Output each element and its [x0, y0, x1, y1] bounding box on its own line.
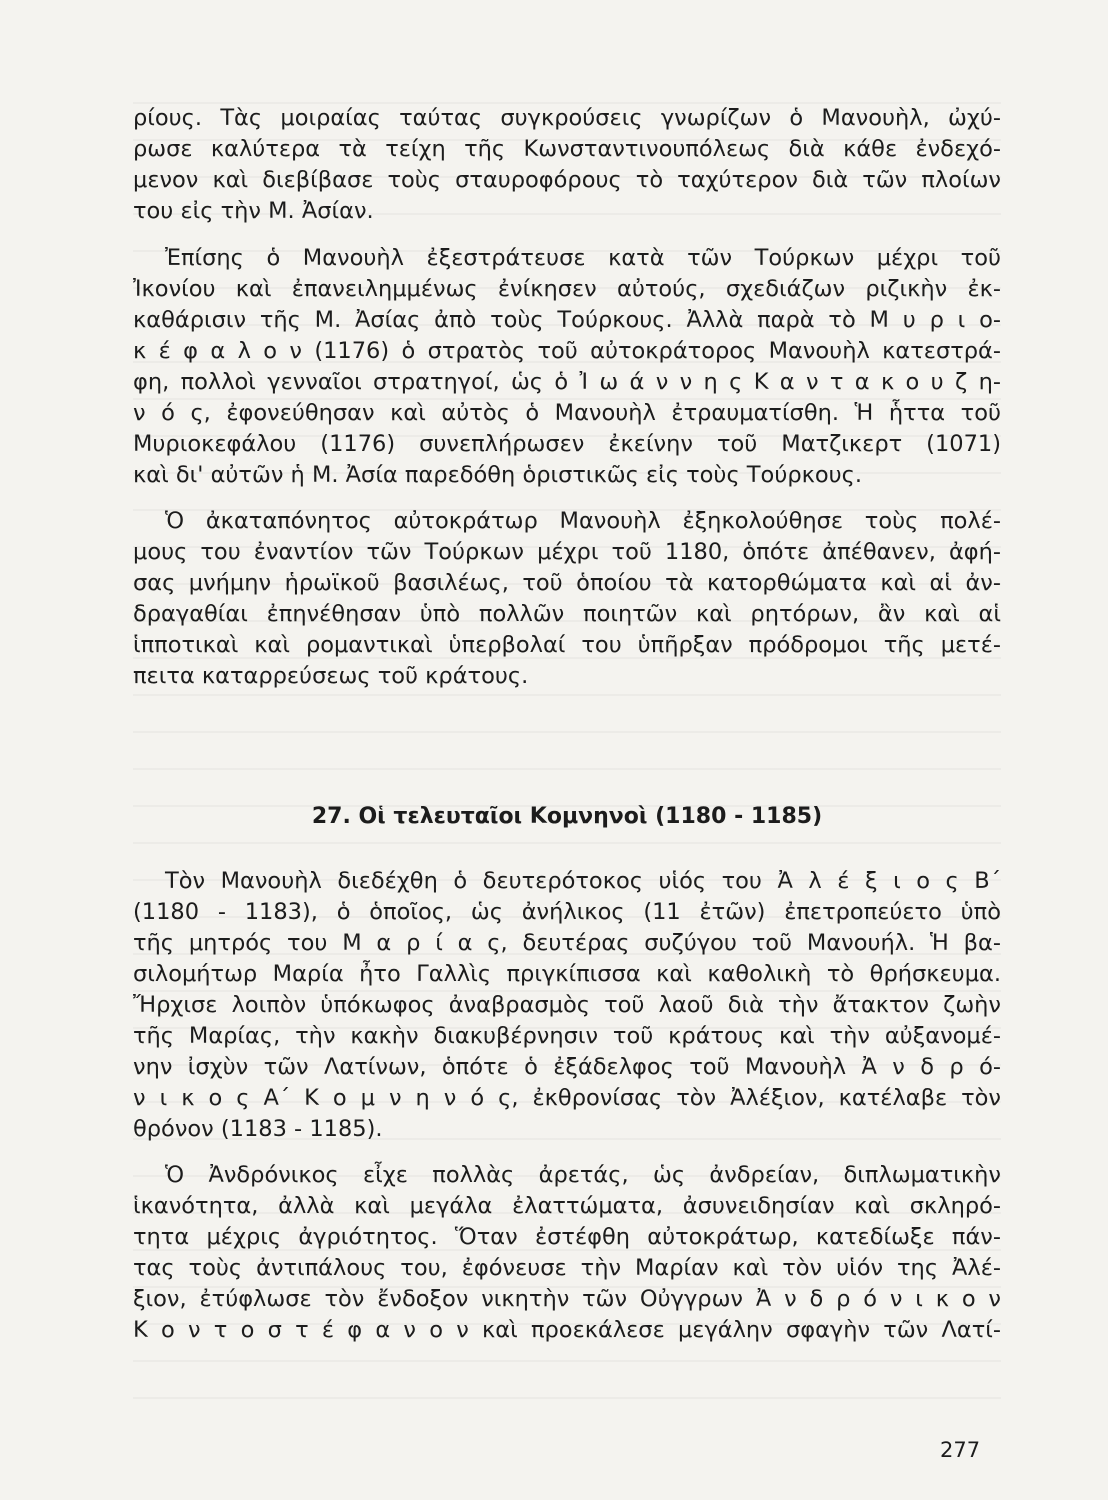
text-line: Ἤρχισε λοιπὸν ὑπόκωφος ἀναβρασμὸς τοῦ λαοῦ διὰ τὴν ἄτακτον ζωὴν	[133, 992, 1001, 1018]
text-line: σας μνήμην ἡρωϊκοῦ βασιλέως, τοῦ ὁποίου τὰ κατορθώματα καὶ αἱ ἀν-	[133, 570, 1001, 596]
text-line: σιλομήτωρ Μαρία ἦτο Γαλλὶς πριγκίπισσα καὶ καθολικὴ τὸ θρήσκευμα.	[133, 961, 1001, 987]
text-line: Κ ο ν τ ο σ τ έ φ α ν ο ν καὶ προεκάλεσε μεγάλην σφαγὴν τῶν Λατί-	[133, 1317, 1001, 1343]
section-heading: 27. Οἱ τελευταῖοι Κομνηνοὶ (1180 - 1185)	[311, 804, 823, 829]
text-line: ἱπποτικαὶ καὶ ρομαντικαὶ ὑπερβολαί του ὑπῆρξαν πρόδρομοι τῆς μετέ-	[133, 632, 1001, 658]
text-line: τας τοὺς ἀντιπάλους του, ἐφόνευσε τὴν Μαρίαν καὶ τὸν υἱόν της Ἀλέ-	[133, 1255, 1001, 1281]
text-line: τῆς μητρός του Μ α ρ ί α ς, δευτέρας συζύγου τοῦ Μανουήλ. Ἡ βα-	[133, 930, 1001, 956]
text-line: κ έ φ α λ ο ν (1176) ὁ στρατὸς τοῦ αὐτοκράτορος Μανουὴλ κατεστρά-	[133, 338, 1001, 364]
text-line: τητα μέχρις ἀγριότητος. Ὅταν ἐστέφθη αὐτοκράτωρ, κατεδίωξε πάν-	[133, 1224, 1001, 1250]
text-line: ἱκανότητα, ἀλλὰ καὶ μεγάλα ἐλαττώματα, ἀσυνειδησίαν καὶ σκληρό-	[133, 1193, 1001, 1219]
text-line: ρωσε καλύτερα τὰ τείχη τῆς Κωνσταντινουπόλεως διὰ κάθε ἐνδεχό-	[133, 136, 1001, 162]
text-line: ν ό ς, ἐφονεύθησαν καὶ αὐτὸς ὁ Μανουὴλ ἐτραυματίσθη. Ἡ ἧττα τοῦ	[133, 400, 1001, 426]
text-line: πειτα καταρρεύσεως τοῦ κράτους.	[133, 663, 529, 689]
text-line: Ἐπίσης ὁ Μανουὴλ ἐξεστράτευσε κατὰ τῶν Τούρκων μέχρι τοῦ	[165, 245, 1001, 271]
text-line: Ὁ Ἀνδρόνικος εἶχε πολλὰς ἀρετάς, ὡς ἀνδρείαν, διπλωματικὴν	[165, 1162, 1001, 1188]
text-line: μενον καὶ διεβίβασε τοὺς σταυροφόρους τὸ ταχύτερον διὰ τῶν πλοίων	[133, 167, 1001, 193]
page-number: 277	[940, 1438, 981, 1462]
text-line: θρόνον (1183 - 1185).	[133, 1116, 383, 1142]
text-line: Ἰκονίου καὶ ἐπανειλημμένως ἐνίκησεν αὐτούς, σχεδιάζων ριζικὴν ἐκ-	[133, 276, 1001, 302]
text-line: φη, πολλοὶ γενναῖοι στρατηγοί, ὡς ὁ Ἰ ω ά ν ν η ς Κ α ν τ α κ ο υ ζ η-	[133, 369, 1001, 395]
text-line: Τὸν Μανουὴλ διεδέχθη ὁ δευτερότοκος υἱός του Ἀ λ έ ξ ι ο ς Β΄	[165, 868, 1001, 894]
text-line: του εἰς τὴν Μ. Ἀσίαν.	[133, 198, 374, 224]
text-line: καὶ δι' αὐτῶν ἡ Μ. Ἀσία παρεδόθη ὁριστικῶς εἰς τοὺς Τούρκους.	[133, 462, 863, 488]
text-line: τῆς Μαρίας, τὴν κακὴν διακυβέρνησιν τοῦ κράτους καὶ τὴν αὐξανομέ-	[133, 1023, 1001, 1049]
text-line: δραγαθίαι ἐπηνέθησαν ὑπὸ πολλῶν ποιητῶν καὶ ρητόρων, ἂν καὶ αἱ	[133, 601, 1001, 627]
text-line: Ὁ ἀκαταπόνητος αὐτοκράτωρ Μανουὴλ ἐξηκολούθησε τοὺς πολέ-	[165, 508, 1001, 534]
text-line: καθάρισιν τῆς Μ. Ἀσίας ἀπὸ τοὺς Τούρκους. Ἀλλὰ παρὰ τὸ Μ υ ρ ι ο-	[133, 307, 1001, 333]
text-line: Μυριοκεφάλου (1176) συνεπλήρωσεν ἐκείνην τοῦ Ματζικερτ (1071)	[133, 431, 1001, 457]
text-line: μους του ἐναντίον τῶν Τούρκων μέχρι τοῦ 1180, ὁπότε ἀπέθανεν, ἀφή-	[133, 539, 1001, 565]
text-line: ρίους. Τὰς μοιραίας ταύτας συγκρούσεις γνωρίζων ὁ Μανουὴλ, ὠχύ-	[133, 105, 1001, 131]
text-line: νην ἰσχὺν τῶν Λατίνων, ὁπότε ὁ ἐξάδελφος τοῦ Μανουὴλ Ἀ ν δ ρ ό-	[133, 1054, 1001, 1080]
text-line: (1180 - 1183), ὁ ὁποῖος, ὡς ἀνήλικος (11 ἐτῶν) ἐπετροπεύετο ὑπὸ	[133, 899, 1001, 925]
text-line: ν ι κ ο ς Α΄ Κ ο μ ν η ν ό ς, ἐκθρονίσας τὸν Ἀλέξιον, κατέλαβε τὸν	[133, 1085, 1001, 1111]
text-line: ξιον, ἐτύφλωσε τὸν ἔνδοξον νικητὴν τῶν Οὐγγρων Ἀ ν δ ρ ό ν ι κ ο ν	[133, 1286, 1001, 1312]
